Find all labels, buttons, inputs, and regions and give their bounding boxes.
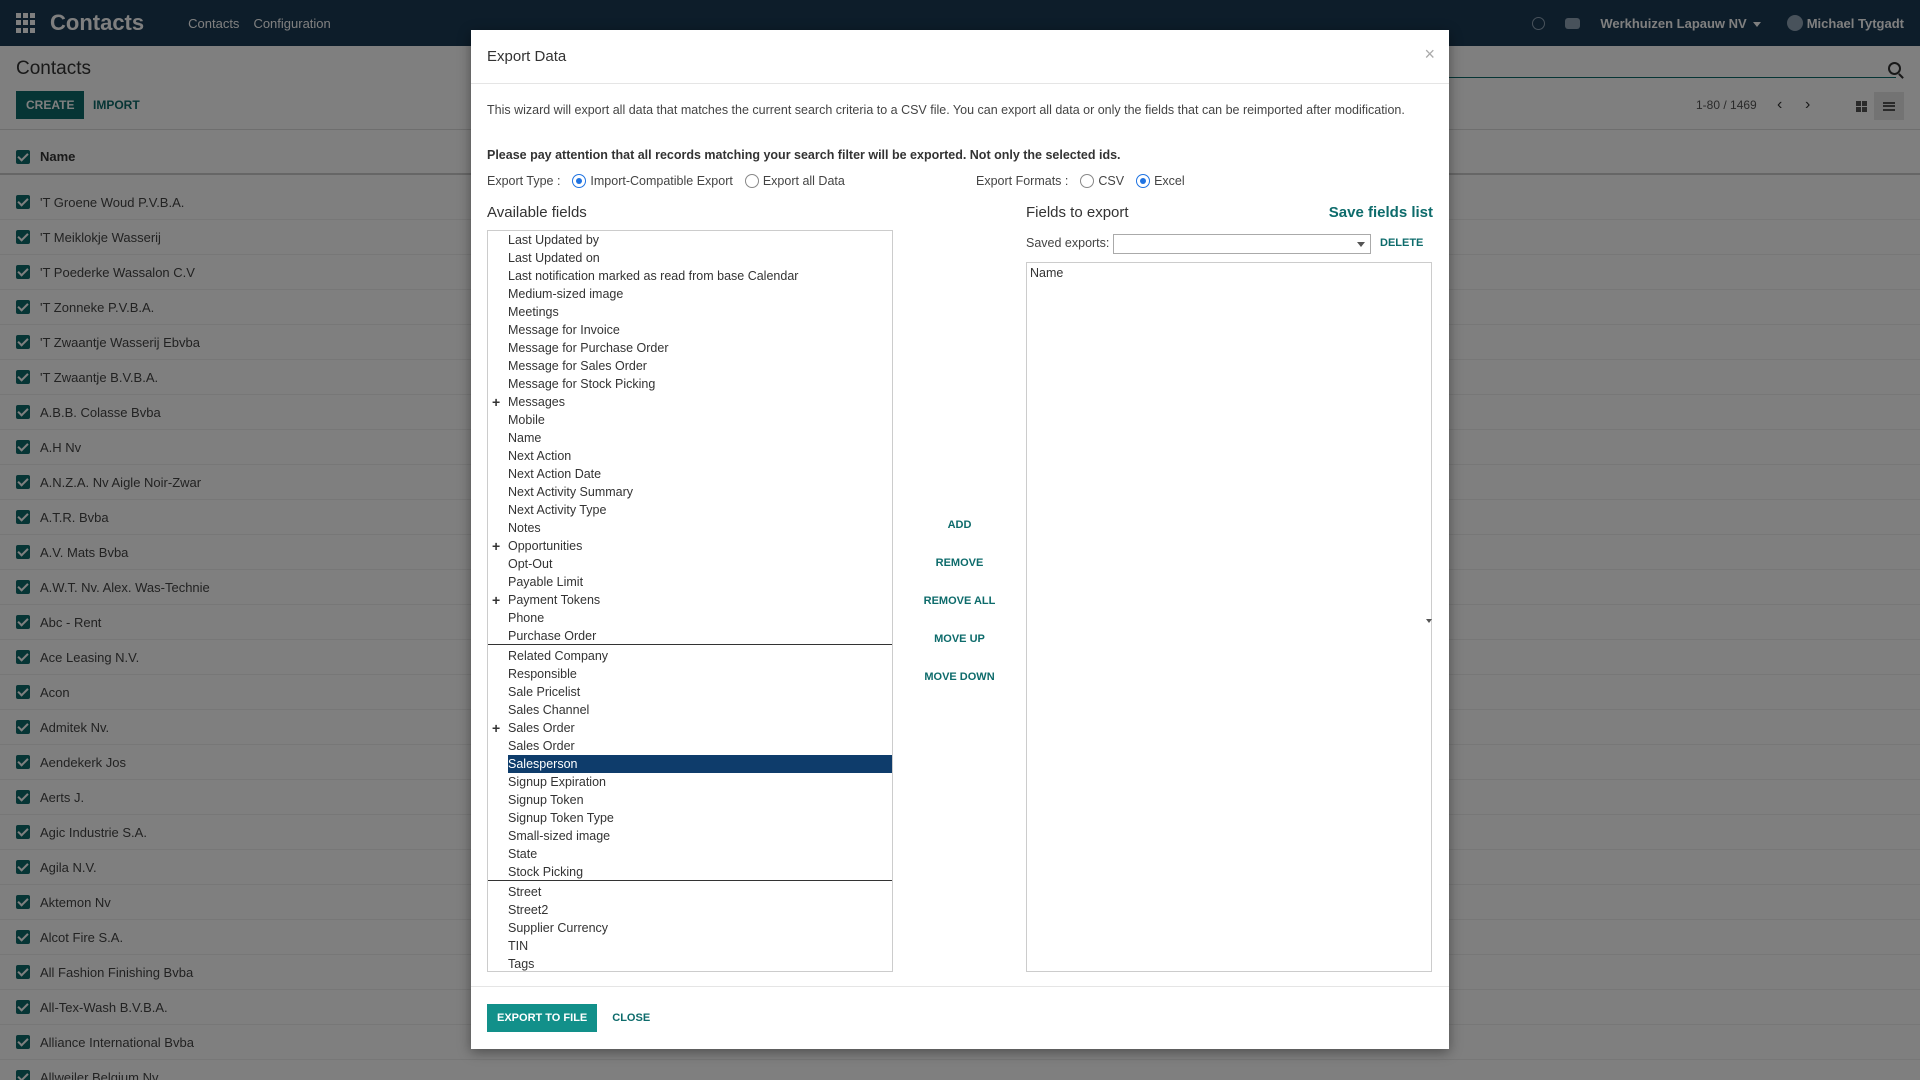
chevron-down-icon [1426,619,1432,623]
list-item[interactable]: State [508,847,538,861]
dialog-title: Export Data [487,48,567,65]
list-item[interactable]: + Sales Order [488,719,892,737]
list-item[interactable]: TIN [508,939,529,953]
list-item[interactable]: Tags [508,957,535,971]
remove-all-button[interactable]: REMOVE ALL [923,595,996,607]
list-item[interactable]: Opt-Out [508,557,553,571]
list-item[interactable]: Sales Order [508,739,575,753]
radio-excel-label[interactable]: Excel [1154,174,1185,188]
radio-export-all-data-label[interactable]: Export all Data [762,174,845,188]
export-formats-group [976,174,1185,188]
list-item[interactable]: Message for Purchase Order [508,341,669,355]
warning-text: Please pay attention that all records matching your search filter will be exported. Not only the selected ids. [487,148,1121,162]
list-item[interactable]: Supplier Currency [508,921,609,935]
radio-excel[interactable] [1136,174,1150,188]
list-item[interactable]: Sale Pricelist [508,685,581,699]
list-item[interactable]: Message for Invoice [508,323,620,337]
close-button[interactable]: CLOSE [612,1012,651,1024]
delete-button[interactable]: DELETE [1380,237,1424,249]
fields-to-export-title: Fields to export [1026,204,1129,221]
field-actions [893,506,1026,696]
available-fields-title: Available fields [487,204,587,221]
list-item[interactable]: Purchase Order [488,627,892,645]
dialog-footer [471,986,1449,1049]
intro-text: This wizard will export all data that matches the current search criteria to a CSV file. You can export all data or only the fields that can be reimported after modification. [487,103,1405,117]
list-item[interactable]: Message for Stock Picking [508,377,656,391]
radio-csv[interactable] [1080,174,1094,188]
list-item[interactable]: Salesperson [508,755,892,773]
list-item[interactable]: Last notification marked as read from base Calendar [508,269,799,283]
export-type-group [487,174,845,188]
dialog-header [471,30,1449,84]
list-item[interactable]: Signup Token [508,793,584,807]
list-item[interactable]: Phone [508,611,545,625]
available-fields-list[interactable] [487,230,893,972]
list-item[interactable]: Message for Sales Order [508,359,647,373]
radio-import-compatible-label[interactable]: Import-Compatible Export [590,174,733,188]
remove-button[interactable]: REMOVE [935,557,984,569]
list-item[interactable]: Next Activity Type [508,503,607,517]
move-down-button[interactable]: MOVE DOWN [924,671,995,683]
move-up-button[interactable]: MOVE UP [934,633,985,645]
list-item[interactable]: Medium-sized image [508,287,624,301]
list-item[interactable]: Stock Picking [488,863,892,881]
radio-csv-label[interactable]: CSV [1098,174,1125,188]
export-formats-label: Export Formats : [976,174,1069,188]
list-item[interactable]: Related Company [508,649,609,663]
list-item[interactable]: Mobile [508,413,545,427]
list-item[interactable]: Next Action [508,449,572,463]
list-item[interactable]: + Payment Tokens [488,591,892,609]
list-item[interactable]: Last Updated on [508,251,600,265]
add-button[interactable]: ADD [947,519,972,531]
fields-to-export-list[interactable] [1026,262,1432,972]
list-item[interactable]: Last Updated by [508,233,600,247]
saved-exports-label: Saved exports: [1026,236,1110,250]
list-item[interactable]: + Messages [488,393,892,411]
list-item[interactable]: Sales Channel [508,703,590,717]
export-type-label: Export Type : [487,174,561,188]
export-to-file-button[interactable]: EXPORT TO FILE [487,1004,597,1032]
list-item[interactable]: Signup Expiration [508,775,606,789]
list-item[interactable]: Name [508,431,542,445]
list-item[interactable]: Street2 [508,903,549,917]
export-data-dialog [471,30,1449,1049]
list-item[interactable]: Meetings [508,305,559,319]
radio-import-compatible[interactable] [572,174,586,188]
radio-export-all-data[interactable] [745,174,759,188]
close-icon[interactable]: × [1424,44,1435,64]
list-item[interactable]: Responsible [508,667,577,681]
list-item[interactable]: Small-sized image [508,829,611,843]
saved-exports-select[interactable] [1113,234,1371,254]
list-item[interactable]: Street [508,885,542,899]
list-item[interactable]: Signup Token Type [508,811,614,825]
list-item[interactable]: Notes [508,521,541,535]
list-item[interactable]: + Opportunities [488,537,892,555]
list-item[interactable]: Next Activity Summary [508,485,634,499]
list-item[interactable]: Name [1030,266,1064,280]
list-item[interactable]: Next Action Date [508,467,602,481]
save-fields-list-link[interactable]: Save fields list [1328,204,1433,221]
list-item[interactable]: Payable Limit [508,575,584,589]
